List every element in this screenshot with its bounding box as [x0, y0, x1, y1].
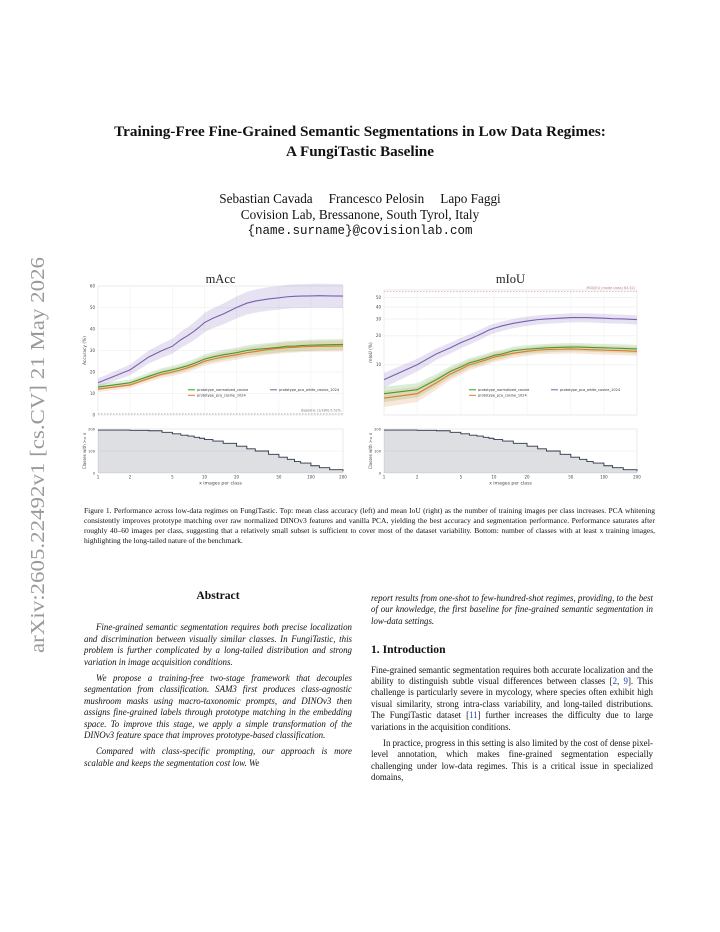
left-column	[84, 590, 352, 774]
y-tick-label: 0	[92, 412, 95, 418]
chart-title: mIoU	[495, 272, 526, 286]
y-axis-label: Classes with >= x	[368, 432, 373, 470]
intro-text: ]. This challenge is particularly severe in mycology, where species often exhibit high visual similarity, strong intra-class variability, and long-tailed distributions. The FungiTastic dataset [	[371, 676, 654, 721]
x-tick-label: 10	[201, 474, 208, 480]
right-column	[371, 593, 653, 789]
abstract-paragraph: We propose a training-free two-stage framework that decouples segmentation from classification. SAM3 first produces class-agnostic mushroom masks using macro-taxonomic prompts, and DINOv3 then assigns fine-grained labels through prototype matching in the embedding space. To improve this stage, we apply a simple transformation of the DINOv3 feature space that improves prototype-based classification.	[84, 673, 352, 741]
x-axis-label: x images per class	[199, 481, 242, 487]
author-block	[80, 191, 640, 239]
y-tick-label: 30	[375, 316, 381, 322]
abstract-paragraph: Fine-grained semantic segmentation requires both precise localization and discrimination between visually similar classes. In FungiTastic, this problem is further complicated by a long-tailed distribution and strong variation in image acquisition conditions.	[84, 622, 352, 667]
intro-paragraph: In practice, progress in this setting is also limited by the cost of dense pixel-level annotation, which makes fine-grained segmentation especially challenging under low-data regimes. This is a critical issue in specialized domains,	[371, 738, 653, 783]
y-tick-label: 30	[89, 347, 95, 353]
intro-text: ] further increases the difficulty due to large variations in the acquisition conditions.	[371, 710, 653, 732]
chart-title: mAcc	[205, 272, 236, 286]
y-tick-label: 20	[89, 369, 95, 375]
author-name: Francesco Pelosin	[328, 191, 425, 206]
y-tick-label: 10	[89, 390, 95, 396]
intro-paragraph: Fine-grained semantic segmentation requires both accurate localization and the ability to distinguish subtle visual differences between classes [2, 9]. This challenge is particularly severe in mycology, where species often exhibit high visual similarity, strong intra-class variability, and long-tailed distributions. The FungiTastic dataset [11] further increases the difficulty due to large variations in the acquisition conditions.	[371, 664, 654, 732]
author-name: Lapo Faggi	[440, 191, 501, 206]
x-tick-label: 10	[491, 474, 497, 480]
legend-label: prototype_pca_cosine_1024	[197, 393, 246, 398]
y-tick-label: 50	[89, 304, 95, 310]
legend-label: prototype_pca_white_cosine_1024	[560, 388, 621, 392]
x-tick-label: 50	[568, 474, 574, 480]
email: {name.surname}@covisionlab.com	[247, 224, 473, 238]
legend-label: prototype_pca_white_cosine_1024	[279, 388, 340, 392]
citation-link[interactable]: 2	[612, 676, 617, 687]
y-axis-label: mIoU (%)	[369, 342, 374, 363]
y-axis-label: Accuracy (%)	[83, 335, 88, 366]
x-tick-label: 20	[233, 474, 240, 480]
x-tick-label: 1	[382, 474, 386, 480]
baseline-label: Baseline (1/184) 0.52%	[301, 408, 341, 413]
baseline-label: MD0(EU (mode class) 63.52)	[586, 285, 635, 290]
title-line-1: Training-Free Fine-Grained Semantic Segmentations in Low Data Regimes:	[114, 123, 606, 140]
x-tick-label: 2	[415, 474, 419, 480]
arxiv-stamp-text: arXiv:2605.22492v1 [cs.CV] 21 May 2026	[27, 298, 49, 653]
abstract-continuation: report results from one-shot to few-hundred-shot regimes, providing, to the best of our knowledge, the first baseline for fine-grained semantic segmentation in low-data settings.	[371, 593, 653, 626]
title-line-2: A FungiTastic Baseline	[286, 143, 434, 160]
y-tick-label: 40	[89, 326, 95, 332]
y-tick-label: 100	[88, 449, 95, 454]
paper-title	[80, 122, 640, 162]
affiliation: Covision Lab, Bressanone, South Tyrol, Italy	[240, 207, 480, 222]
figure-1-charts	[80, 268, 660, 490]
abstract-paragraph: Compared with class-specific prompting, our approach is more scalable and keeps the segmentation cost low. We	[84, 746, 352, 768]
y-tick-label: 100	[374, 449, 381, 454]
figure-caption: Figure 1. Performance across low-data regimes on FungiTastic. Top: mean class accuracy (left) and mean IoU (right) as the number of training images per class increases. PCA whitening consistently improves prototype matching over raw normalized DINOv3 features and vanilla PCA, yielding the best accuracy and segmentation performance. Performance saturates after roughly 40–60 images per class, suggesting that a relatively small subset is sufficient to cover most of the dataset variability. Bottom: number of classes with at least x training images, highlighting the long-tailed nature of the benchmark.	[84, 506, 655, 546]
y-axis-label: Classes with >= x	[82, 432, 87, 470]
x-tick-label: 5	[171, 474, 174, 480]
section-heading-introduction: 1. Introduction	[371, 643, 446, 657]
legend-label: prototype_normalized_cosine	[197, 388, 249, 392]
y-tick-label: 200	[374, 427, 381, 432]
x-tick-label: 100	[600, 474, 608, 480]
y-tick-label: 200	[88, 427, 95, 432]
y-tick-label: 40	[375, 304, 381, 310]
y-tick-label: 0	[92, 471, 95, 476]
citation-link[interactable]: 11	[469, 710, 478, 721]
legend-label: prototype_pca_cosine_1024	[478, 393, 527, 398]
x-tick-label: 50	[276, 474, 282, 480]
x-axis-label: x images per class	[489, 481, 532, 487]
arxiv-stamp	[6, 255, 62, 655]
abstract-heading: Abstract	[196, 589, 240, 602]
y-tick-label: 50	[375, 295, 381, 301]
y-tick-label: 10	[375, 362, 381, 368]
x-tick-label: 200	[339, 474, 347, 480]
intro-text: Fine-grained semantic segmentation requires both accurate localization and the ability to distinguish subtle visual differences between classes [	[371, 664, 653, 687]
x-tick-label: 20	[524, 474, 530, 480]
x-tick-label: 2	[128, 474, 132, 480]
x-tick-label: 100	[307, 474, 315, 480]
author-name: Sebastian Cavada	[219, 191, 313, 206]
y-tick-label: 0	[378, 471, 381, 476]
y-tick-label: 60	[89, 283, 95, 289]
legend-label: prototype_normalized_cosine	[478, 388, 530, 392]
x-tick-label: 5	[459, 474, 463, 480]
x-tick-label: 1	[96, 474, 100, 480]
y-tick-label: 20	[375, 333, 381, 339]
x-tick-label: 200	[633, 474, 641, 480]
author-names	[80, 191, 640, 207]
citation-link[interactable]: 9	[623, 676, 628, 687]
figure-1	[80, 268, 660, 490]
